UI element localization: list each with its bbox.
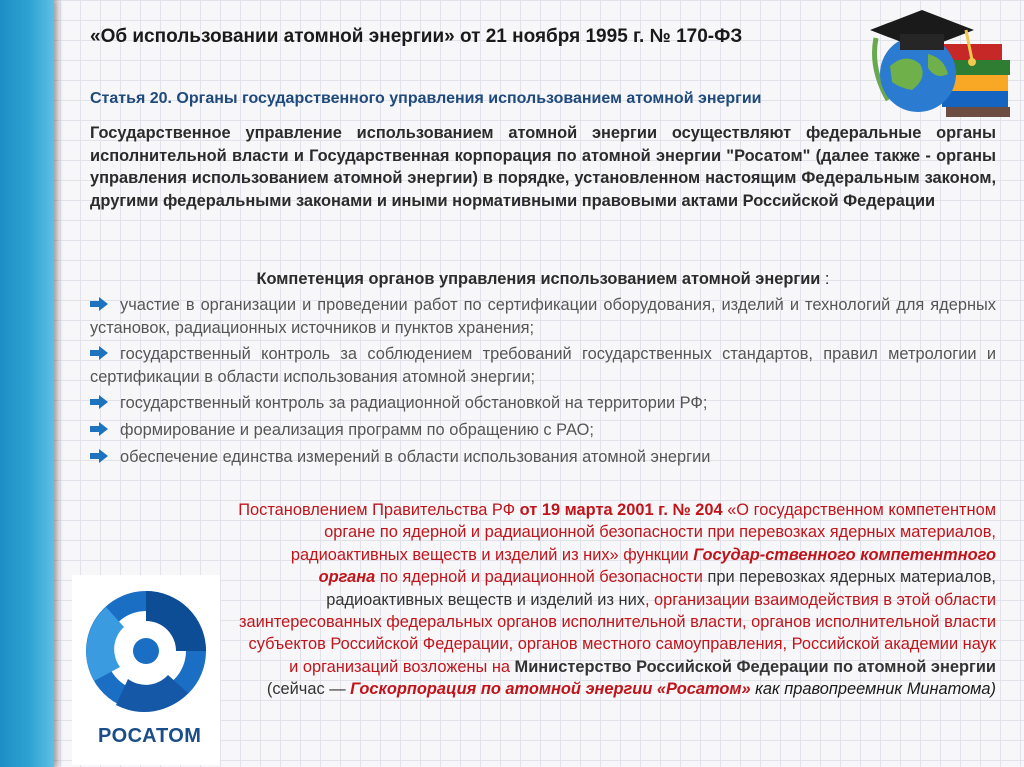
list-item-text: государственный контроль за соблюдением требований государственных стандартов, правил метрологии и сертификации в области использования атомной энергии; — [90, 345, 996, 386]
resolution-text-3: по ядерной и радиационной безопасности — [375, 568, 708, 587]
arrow-bullet-icon — [90, 297, 108, 311]
list-item — [90, 446, 996, 469]
article-title: Статья 20. Органы государственного управления использованием атомной энергии — [90, 90, 762, 107]
rosatom-logo-icon — [72, 575, 220, 725]
list-item — [90, 343, 996, 388]
resolution-rosatom: Госкорпорация по атомной энергии «Росатом» — [350, 680, 751, 699]
resolution-paragraph — [236, 499, 996, 701]
resolution-competent-organ: Государ-ственного компетентного органа — [318, 545, 996, 587]
resolution-text-5: , организации взаимодействия в этой области заинтересованных федеральных органов исполнительной власти, органов исполнительной власти субъектов Российской Федерации, органов местного самоуправления, Российской академии наук и организаций возложены на — [238, 590, 996, 676]
competence-heading — [90, 270, 996, 289]
list-item-text: государственный контроль за радиационной обстановкой на территории РФ; — [120, 394, 708, 413]
list-item-text: формирование и реализация программ по обращению с РАО; — [120, 420, 594, 439]
competence-heading-text: Компетенция органов управления использованием атомной энергии — [256, 270, 821, 288]
intro-paragraph: Государственное управление использованием атомной энергии осуществляют федеральные органы исполнительной власти и Государственная корпорация по атомной энергии "Росатом" (далее также - органы управления использованием атомной энергии) в порядке, установленном настоящим Федеральным законом, другими федеральными законами и иными нормативными правовыми актами Российской Федерации — [90, 124, 996, 210]
graduation-cap-globe-books-icon — [862, 8, 1022, 120]
list-item-text: участие в организации и проведении работ по сертификации оборудования, изделий и технологий для ядерных установок, радиационных источников и пунктов хранения; — [90, 296, 996, 337]
list-item — [90, 392, 996, 415]
resolution-ministry: Министерство Российской Федерации по атомной энергии — [514, 657, 996, 676]
rosatom-logo-text: РОСАТОМ — [98, 725, 202, 747]
competence-heading-colon: : — [820, 270, 830, 288]
left-decor-band — [0, 0, 54, 767]
arrow-bullet-icon — [90, 449, 108, 463]
list-item — [90, 419, 996, 442]
list-item — [90, 294, 996, 339]
resolution-text-6: (сейчас — — [266, 680, 351, 699]
arrow-bullet-icon — [90, 346, 108, 360]
list-item-text: обеспечение единства измерений в области использования атомной энергии — [120, 447, 711, 466]
resolution-date: от 19 марта 2001 г. № 204 — [519, 501, 723, 519]
resolution-text-2: «О государственном компетентном органе по ядерной и радиационной безопасности при перевозках ядерных материалов, радиоактивных веществ и изделий из них» функции — [290, 501, 996, 564]
arrow-bullet-icon — [90, 395, 108, 409]
competence-list — [90, 294, 996, 472]
resolution-text-4: при перевозках ядерных материалов, радиоактивных веществ и изделий из них — [326, 568, 996, 609]
resolution-text-7: как правопреемник Минатома) — [750, 680, 996, 699]
arrow-bullet-icon — [90, 422, 108, 436]
page-title: «Об использовании атомной энергии» от 21 ноября 1995 г. № 170-ФЗ — [90, 26, 743, 47]
resolution-text-1: Постановлением Правительства РФ — [238, 501, 520, 519]
